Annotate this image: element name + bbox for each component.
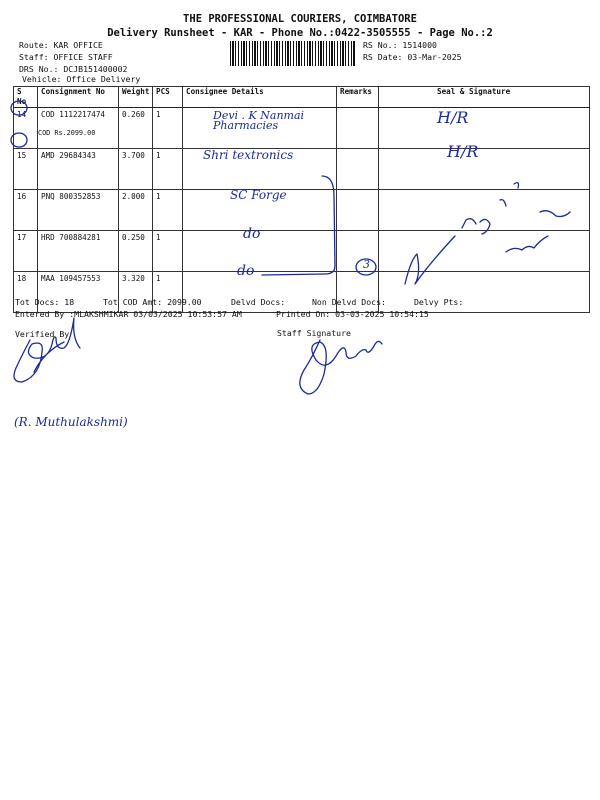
rs-date: RS Date: 03-Mar-2025 <box>363 52 462 62</box>
total-cod-amount: Tot COD Amt: 2099.00 <box>103 297 202 307</box>
runsheet-subtitle: Delivery Runsheet - KAR - Phone No.:0422-3505555 - Page No.:2 <box>107 27 493 39</box>
sno-cell: 17 <box>14 231 38 272</box>
weight-cell: 3.320 <box>119 272 153 313</box>
col-remarks: Remarks <box>337 87 379 108</box>
seal-handwriting: H/R <box>437 108 469 127</box>
sno-cell: 16 <box>14 190 38 231</box>
consignment-cell: MAA 109457553 <box>38 272 119 313</box>
pcs-cell: 1 <box>153 149 183 190</box>
sno-cell: 18 <box>14 272 38 313</box>
pcs-cell: 1 <box>153 190 183 231</box>
delivered-docs: Delvd Docs: <box>231 297 286 307</box>
seal-scribble <box>405 183 570 284</box>
printed-on: Printed On: 03-03-2025 10:54:15 <box>276 309 429 319</box>
remark-circle <box>356 259 376 275</box>
consignee-handwriting: Shri textronics <box>203 148 294 162</box>
weight-cell: 2.000 <box>119 190 153 231</box>
weight-cell: 0.250 <box>119 231 153 272</box>
col-consignment: Consignment No <box>38 87 119 108</box>
non-delivered-docs: Non Delvd Docs: <box>312 297 386 307</box>
staff-signature-label: Staff Signature <box>277 328 351 338</box>
col-consignee: Consignee Details <box>183 87 337 108</box>
sno-circle-14 <box>11 101 27 115</box>
consignment-cell: HRD 700884281 <box>38 231 119 272</box>
consignee-handwriting: do <box>243 226 261 242</box>
col-weight: Weight <box>119 87 153 108</box>
drs-number: DRS No.: DCJB151400002 <box>19 64 128 74</box>
consignee-handwriting: do <box>237 263 255 279</box>
entered-by: Entered By :MLAKSHMIKAR 03/03/2025 10:53:57 AM <box>15 309 242 319</box>
delivery-points: Delvy Pts: <box>414 297 464 307</box>
sno-cell: 15 <box>14 149 38 190</box>
vehicle-label: Vehicle: Office Delivery <box>22 74 141 84</box>
weight-cell: 3.700 <box>119 149 153 190</box>
verifier-name-handwriting: (R. Muthulakshmi) <box>14 415 128 429</box>
pcs-cell: 1 <box>153 272 183 313</box>
pcs-cell: 1 <box>153 108 183 149</box>
col-sno: S No <box>14 87 38 108</box>
sno-cell: 14 <box>14 108 38 149</box>
cod-amount: COD Rs.2099.00 <box>38 129 96 137</box>
seal-handwriting: H/R <box>447 142 479 161</box>
verified-by-label: Verified By <box>15 329 70 339</box>
route-label: Route: KAR OFFICE <box>19 40 103 50</box>
pcs-cell: 1 <box>153 231 183 272</box>
consignment-cell: AMD 29684343 <box>38 149 119 190</box>
verifier-signature <box>14 318 80 382</box>
total-docs: Tot Docs: 18 <box>15 297 75 307</box>
company-title: THE PROFESSIONAL COURIERS, COIMBATORE <box>183 13 417 25</box>
weight-cell: 0.260 <box>119 108 153 149</box>
consignment-cell: PNQ 800352853 <box>38 190 119 231</box>
bracket-line <box>262 176 335 275</box>
staff-label: Staff: OFFICE STAFF <box>19 52 113 62</box>
consignee-handwriting: Devi . K Nanmai Pharmacies <box>213 109 305 132</box>
staff-signature <box>300 340 382 394</box>
remark-handwriting: 3 <box>363 258 370 271</box>
col-pcs: PCS <box>153 87 183 108</box>
rs-number: RS No.: 1514000 <box>363 40 437 50</box>
consignee-handwriting: SC Forge <box>230 188 287 202</box>
col-seal: Seal & Signature <box>379 87 590 108</box>
consignment-number: COD 1112217474 <box>41 110 106 119</box>
sno-circle-15 <box>11 133 27 147</box>
